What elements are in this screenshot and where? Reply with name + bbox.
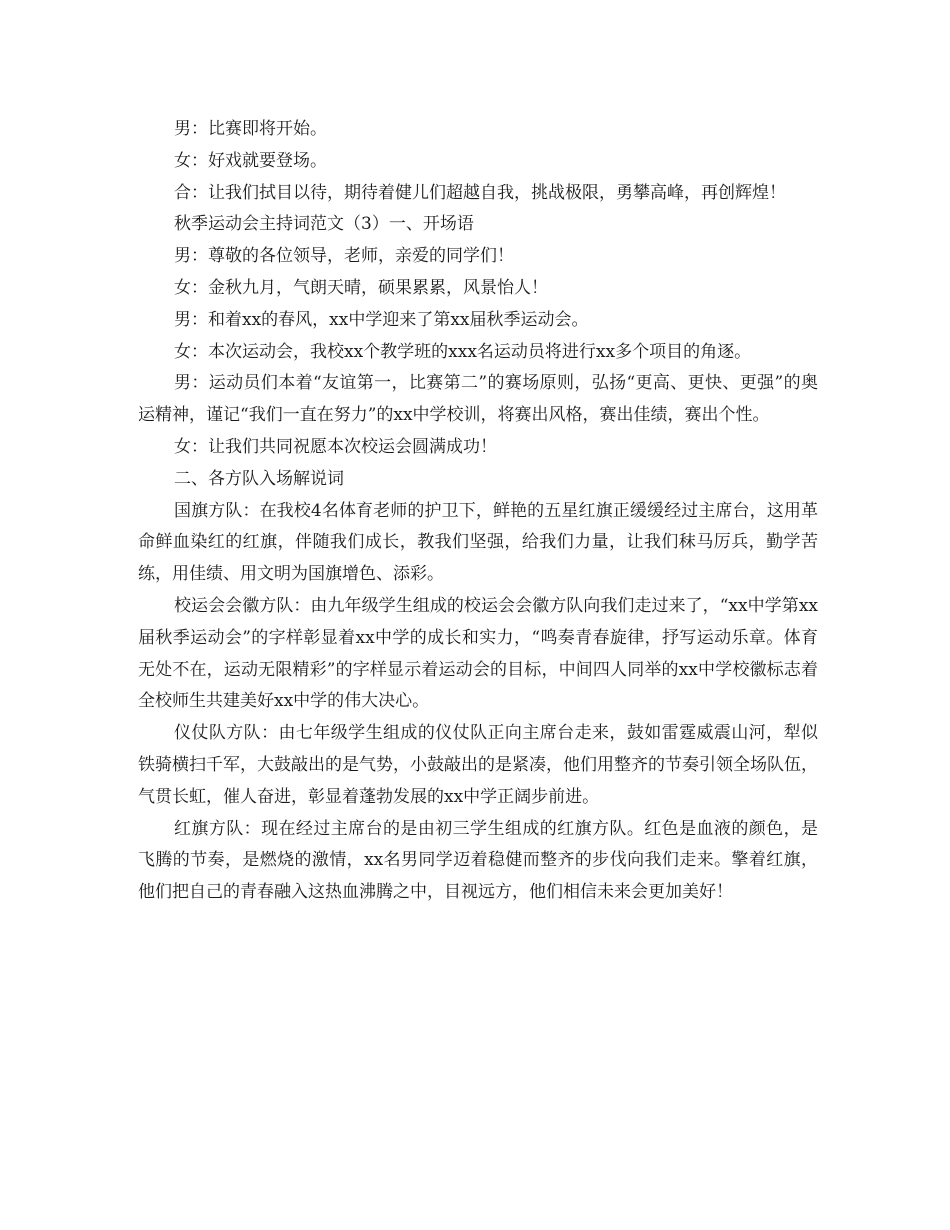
paragraph-2: 女：好戏就要登场。	[174, 150, 327, 171]
paragraph-15: 红旗方队：现在经过主席台的是由初三学生组成的红旗方队。红色是血液的颜色，是飞腾的节奏，是燃烧的激情，xx名男同学迈着稳健而整齐的步伐向我们走来。擎着红旗，他们把自己的青春融入这热血沸腾之中，目视远方，他们相信未来会更加美好！	[138, 818, 818, 903]
section-heading-1: 秋季运动会主持词范文（3）一、开场语	[174, 214, 474, 235]
paragraph-1: 男：比赛即将开始。	[174, 119, 327, 139]
paragraph-9: 男：运动员们本着“友谊第一，比赛第二”的赛场原则，弘扬“更高、更快、更强”的奥运精神，谨记“我们一直在努力”的xx中学校训，将赛出风格，赛出佳绩，赛出个性。	[138, 373, 818, 426]
paragraph-6: 女：金秋九月，气朗天晴，硕果累累，风景怡人！	[174, 277, 548, 298]
section-heading-2: 二、各方队入场解说词	[174, 468, 344, 489]
paragraph-12: 国旗方队：在我校4名体育老师的护卫下，鲜艳的五星红旗正缓缓经过主席台，这用革命鲜血染红的红旗，伴随我们成长，教我们坚强，给我们力量，让我们秣马厉兵，勤学苦练，用佳绩、用文明为国旗增色、添彩。	[138, 500, 818, 585]
paragraph-7: 男：和着xx的春风，xx中学迎来了第xx届秋季运动会。	[174, 309, 589, 330]
paragraph-5: 男：尊敬的各位领导，老师，亲爱的同学们！	[174, 246, 514, 267]
document-body	[138, 114, 818, 909]
paragraph-10: 女：让我们共同祝愿本次校运会圆满成功！	[174, 436, 497, 457]
paragraph-3: 合：让我们拭目以待，期待着健儿们超越自我，挑战极限，勇攀高峰，再创辉煌！	[174, 182, 786, 203]
paragraph-13: 校运会会徽方队：由九年级学生组成的校运会会徽方队向我们走过来了，“xx中学第xx届秋季运动会”的字样彰显着xx中学的成长和实力，“鸣奏青春旋律，抒写运动乐章。体育无处不在，运动无限精彩”的字样显示着运动会的目标，中间四人同举的xx中学校徽标志着全校师生共建美好xx中学的伟大决心。	[138, 595, 818, 712]
paragraph-8: 女：本次运动会，我校xx个教学班的xxx名运动员将进行xx多个项目的角逐。	[174, 341, 752, 362]
paragraph-14: 仪仗队方队：由七年级学生组成的仪仗队正向主席台走来，鼓如雷霆威震山河，犁似铁骑横扫千军，大鼓敲出的是气势，小鼓敲出的是紧凑，他们用整齐的节奏引领全场队伍，气贯长虹，催人奋进，彰显着蓬勃发展的xx中学正阔步前进。	[138, 723, 818, 807]
